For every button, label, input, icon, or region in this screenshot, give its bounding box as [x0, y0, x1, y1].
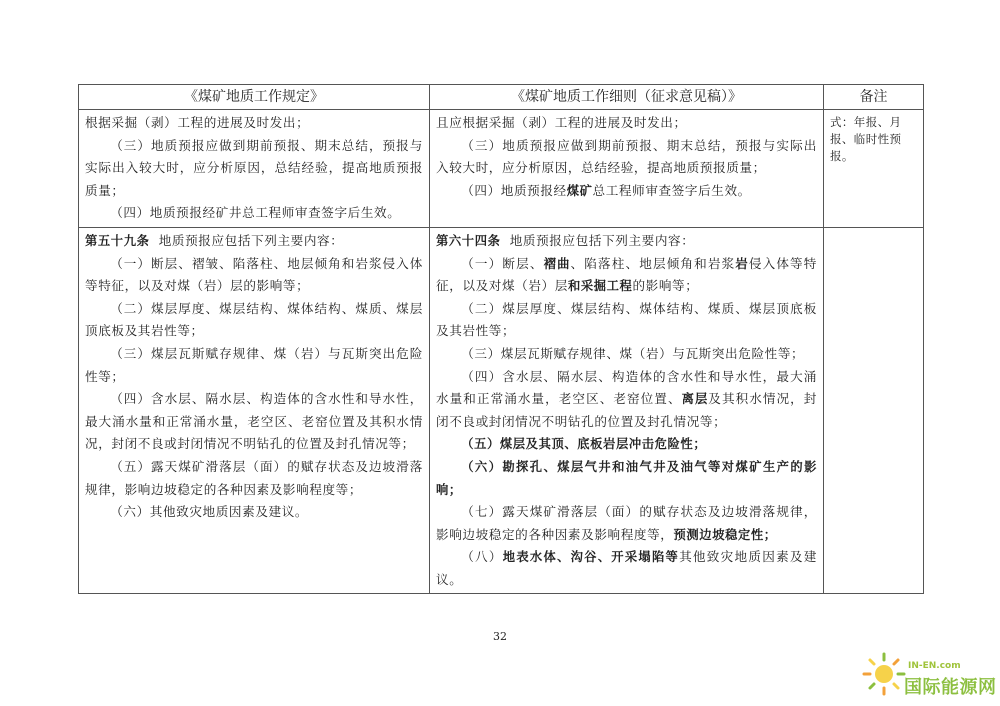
article-number: 第六十四条 — [436, 233, 501, 248]
text-run: 、陷落柱、地层倾角和岩浆 — [570, 255, 736, 271]
row2-left-cell — [79, 227, 430, 594]
logo-domain-text: IN-EN.com — [908, 661, 961, 671]
table-header-row — [79, 85, 924, 110]
row1-right-cell — [430, 110, 824, 228]
text-run: 的影响等； — [632, 278, 699, 294]
logo-sun-icon — [875, 665, 893, 683]
table-row — [79, 227, 924, 594]
list-item — [436, 366, 817, 434]
changed-text: 岩 — [735, 256, 749, 271]
row1-left-cell — [79, 110, 430, 228]
list-item — [436, 501, 817, 546]
changed-text: 地表水体、沟谷、开采塌陷等 — [502, 550, 680, 565]
changed-text: 预测边坡稳定性； — [673, 527, 777, 542]
text-run: 总工程师审查签字后生效。 — [592, 182, 751, 198]
list-item: （六）其他致灾地质因素及建议。 — [110, 504, 309, 520]
list-item — [436, 433, 817, 456]
changed-text: 煤矿 — [566, 183, 593, 198]
article-number: 第五十九条 — [85, 233, 150, 248]
text-run: 及其积水情况，封闭不良或封闭情况不明钻孔的位置及封孔情况等； — [436, 391, 817, 429]
text-line: 根据采掘（剥）工程的进展及时发出； — [85, 115, 310, 130]
article-heading — [85, 230, 423, 253]
list-item: （三）煤层瓦斯赋存规律、煤（岩）与瓦斯突出危险性等； — [85, 345, 423, 384]
list-item: （二）煤层厚度、煤层结构、煤体结构、煤质、煤层顶底板及其岩性等； — [436, 300, 817, 339]
article-intro: 地质预报应包括下列主要内容： — [158, 232, 344, 248]
text-run: （四）含水层、隔水层、构造体的含水性和导水性，最大涌水量和正常涌水量，老空区、老窑位置、 — [436, 368, 817, 407]
text-run: 侵入体等特征，以及对煤（岩）层 — [436, 255, 817, 294]
logo-brand-text: 国际能源网 — [904, 677, 997, 698]
changed-text: （六）勘探孔、煤层气井和油气井及油气等对煤矿生产的影响； — [436, 459, 817, 497]
changed-text: 褶曲 — [543, 256, 571, 271]
header-new-rules: 《煤矿地质工作细则（征求意见稿）》 — [430, 85, 824, 110]
text-line: 且应根据采掘（剥）工程的进展及时发出； — [436, 115, 687, 130]
text-run: （八） — [461, 549, 503, 565]
list-item: （一）断层、褶皱、陷落柱、地层倾角和岩浆侵入体等特征，以及对煤（岩）层的影响等； — [85, 255, 423, 294]
remark-text: 式：年报、月报、临时性预报。 — [830, 115, 902, 163]
row1-note-cell — [824, 110, 924, 228]
text-run: 其他致灾地质因素及建议。 — [436, 549, 817, 587]
list-item — [436, 546, 817, 591]
comparison-table — [78, 84, 924, 594]
changed-text: 和采掘工程 — [567, 279, 633, 294]
list-item: （三）煤层瓦斯赋存规律、煤（岩）与瓦斯突出危险性等； — [461, 345, 805, 361]
text-paragraph — [436, 180, 817, 203]
table-row — [79, 110, 924, 228]
list-item — [436, 456, 817, 501]
article-intro: 地质预报应包括下列主要内容： — [509, 232, 695, 248]
text-paragraph: （三）地质预报应做到期前预报、期末总结，预报与实际出入较大时，应分析原因，总结经验，提高地质预报质量； — [85, 137, 423, 198]
text-run: （四）地质预报经 — [461, 182, 567, 198]
header-remarks: 备注 — [824, 85, 924, 110]
header-old-regulation: 《煤矿地质工作规定》 — [79, 85, 430, 110]
list-item: （四）含水层、隔水层、构造体的含水性和导水性，最大涌水量和正常涌水量，老空区、老窑位置及其积水情况，封闭不良或封闭情况不明钻孔的位置及封孔情况等； — [85, 391, 423, 452]
text-paragraph: （三）地质预报应做到期前预报、期末总结，预报与实际出入较大时，应分析原因，总结经验，提高地质预报质量； — [436, 137, 817, 176]
text-paragraph: （四）地质预报经矿井总工程师审查签字后生效。 — [110, 205, 401, 221]
list-item: （二）煤层厚度、煤层结构、煤体结构、煤质、煤层顶底板及其岩性等； — [85, 300, 423, 339]
page-number: 32 — [493, 630, 507, 643]
text-run: （七）露天煤矿滑落层（面）的赋存状态及边坡滑落规律，影响边坡稳定的各种因素及影响程度等， — [436, 504, 817, 542]
list-item — [436, 253, 817, 298]
text-run: （一）断层、 — [461, 255, 544, 271]
list-item: （五）露天煤矿滑落层（面）的赋存状态及边坡滑落规律，影响边坡稳定的各种因素及影响程度等； — [85, 458, 423, 497]
row2-note-cell — [824, 227, 924, 594]
changed-text: 离层 — [681, 392, 709, 407]
row2-right-cell — [430, 227, 824, 594]
changed-text: （五）煤层及其顶、底板岩层冲击危险性； — [461, 437, 707, 452]
article-heading — [436, 230, 817, 253]
